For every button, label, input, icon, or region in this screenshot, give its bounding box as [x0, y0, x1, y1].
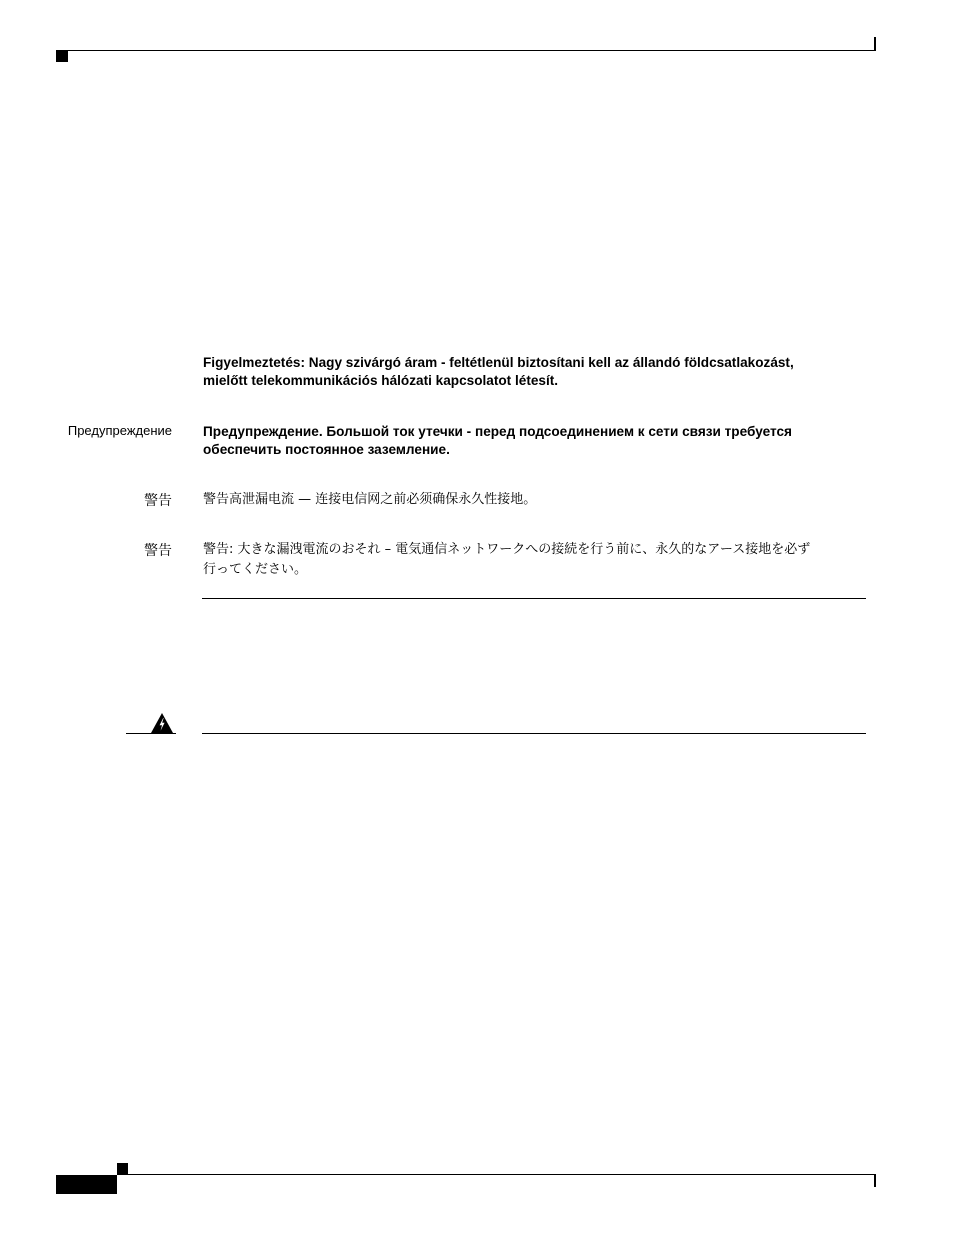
warning-chinese-label: 警告 — [144, 492, 172, 508]
section-divider — [202, 598, 866, 599]
warning-japanese-text — [203, 540, 873, 580]
warning-russian-line2: обеспечить постоянное заземление. — [203, 442, 450, 457]
warning-chinese-text: 警告高泄漏电流 — 连接电信网之前必须确保永久性接地。 — [203, 492, 537, 507]
warning-hungarian-line1: Figyelmeztetés: Nagy szivárgó áram - feltétlenül biztosítani kell az állandó földcsatlakozást, — [203, 355, 794, 370]
warning-russian-text — [203, 423, 873, 459]
warning-hungarian-text — [203, 354, 873, 390]
footer-tick — [874, 1175, 876, 1187]
warning-russian-line1: Предупреждение. Большой ток утечки - перед подсоединением к сети связи требуется — [203, 424, 792, 439]
warning-russian-label: Предупреждение — [67, 423, 172, 438]
footer-rule — [117, 1174, 876, 1175]
footer-marker — [117, 1163, 128, 1174]
footer-page-tab — [56, 1175, 117, 1194]
warning-rule-left — [126, 733, 176, 734]
warning-japanese-line1: 警告: 大きな漏洩電流のおそれ – 電気通信ネットワークへの接続を行う前に、永久的なアース接地を必ず — [203, 542, 811, 557]
warning-hungarian-line2: mielőtt telekommunikációs hálózati kapcsolatot létesít. — [203, 373, 559, 388]
warning-japanese-label: 警告 — [144, 542, 172, 558]
header-rule — [56, 50, 876, 51]
warning-japanese-line2: 行ってください。 — [203, 562, 308, 577]
header-tick — [874, 37, 876, 51]
warning-icon — [150, 712, 174, 734]
header-marker — [56, 51, 68, 62]
warning-rule — [202, 733, 866, 734]
